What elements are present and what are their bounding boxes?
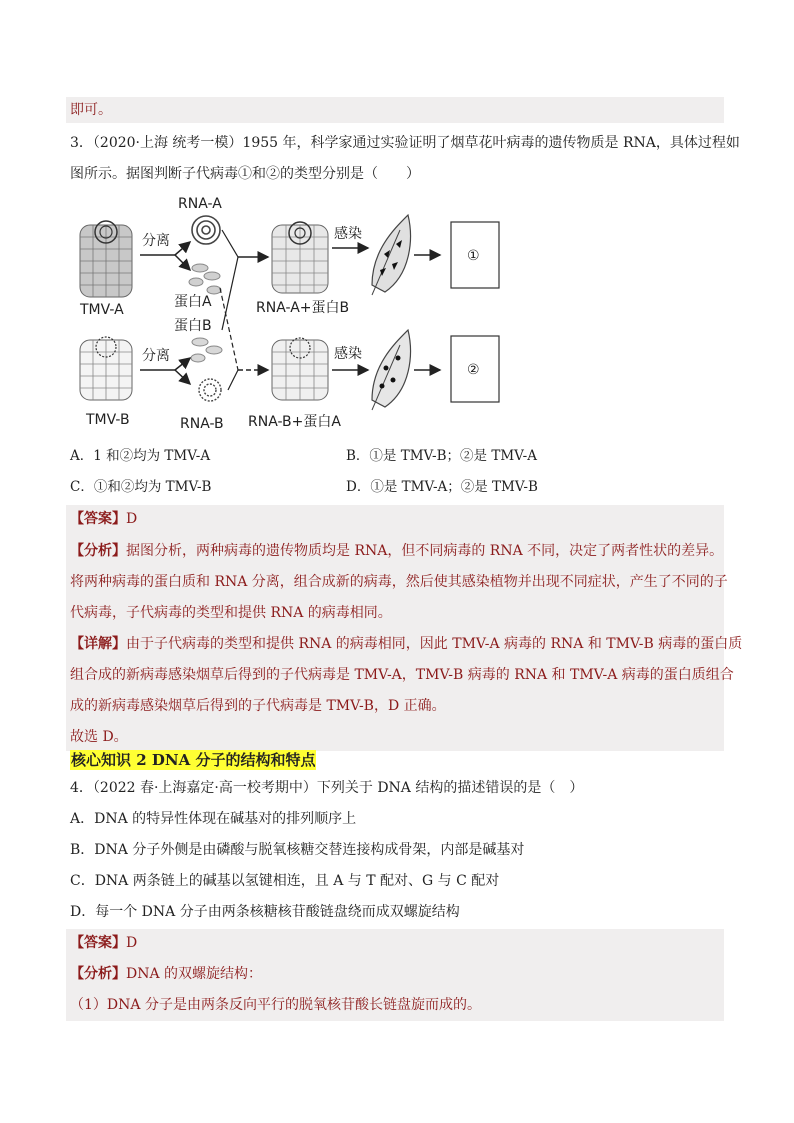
q3-detail-label: 【详解】 [70, 636, 126, 652]
label-separate-bottom: 分离 [142, 348, 170, 364]
q3-stem-line1: 3．（2020·上海 统考一模）1955 年，科学家通过实验证明了烟草花叶病毒的遗传物质是 RNA，具体过程如 [70, 135, 740, 151]
protein-b-blobs-icon [191, 338, 222, 362]
label-infect-top: 感染 [334, 226, 362, 242]
tmv-experiment-figure [0, 190, 794, 440]
q3-option-a: A．1 和②均为 TMV-A [70, 448, 211, 464]
label-rna-b: RNA-B [180, 416, 224, 432]
q3-option-b: B．①是 TMV-B；②是 TMV-A [346, 448, 537, 464]
tmv-a-virus-icon [80, 221, 132, 297]
q3-choose-line: 故选 D。 [70, 729, 128, 745]
q3-option-c: C．①和②均为 TMV-B [70, 479, 212, 495]
label-rna-a: RNA-A [178, 196, 222, 212]
combined-virus-a-icon [272, 222, 328, 293]
q4-option-c: C．DNA 两条链上的碱基以氢键相连，且 A 与 T 配对、G 与 C 配对 [70, 873, 500, 889]
q4-option-d: D．每一个 DNA 分子由两条核糖核苷酸链盘绕而成双螺旋结构 [70, 904, 460, 920]
top-continuation: 即可。 [70, 102, 112, 118]
q3-stem-line2: 图所示。据图判断子代病毒①和②的类型分别是（ ） [70, 166, 420, 182]
label-combo-top: RNA-A+蛋白B [256, 300, 350, 316]
q3-answer-label: 【答案】 [70, 511, 126, 527]
q4-analysis-label: 【分析】 [70, 966, 126, 982]
tobacco-leaf-top-icon [372, 215, 410, 295]
section-heading: 核心知识 2 DNA 分子的结构和特点 [71, 751, 316, 769]
label-box-2: ② [467, 362, 480, 378]
q3-detail-line2: 组合成的新病毒感染烟草后得到的子代病毒是 TMV-A，TMV-B 病毒的 RNA 和 TMV-A 病毒的蛋白质组合 [70, 667, 734, 683]
q4-option-a: A．DNA 的特异性体现在碱基对的排列顺序上 [70, 811, 357, 827]
label-separate-top: 分离 [142, 233, 170, 249]
q3-analysis-line3: 代病毒，子代病毒的类型和提供 RNA 的病毒相同。 [70, 605, 392, 621]
answer-shade-top [66, 97, 724, 123]
q4-option-b: B．DNA 分子外侧是由磷酸与脱氧核糖交替连接构成骨架，内部是碱基对 [70, 842, 525, 858]
q3-answer-line [70, 509, 137, 529]
label-box-1: ① [467, 248, 480, 264]
q4-answer-label: 【答案】 [70, 935, 126, 951]
q3-analysis-text1: 据图分析，两种病毒的遗传物质均是 RNA，但不同病毒的 RNA 不同，决定了两者性状的差异。 [126, 543, 724, 559]
q3-option-d: D．①是 TMV-A；②是 TMV-B [346, 479, 538, 495]
rna-a-coil-icon [192, 216, 220, 244]
q4-stem: 4．（2022 春·上海嘉定·高一校考期中）下列关于 DNA 结构的描述错误的是（ ） [70, 780, 584, 796]
label-tmv-b: TMV-B [86, 412, 130, 428]
tmv-b-virus-icon [80, 337, 132, 400]
q3-detail-line3: 成的新病毒感染烟草后得到的子代病毒是 TMV-B，D 正确。 [70, 698, 446, 714]
q3-answer-value: D [126, 511, 138, 527]
q3-analysis-line2: 将两种病毒的蛋白质和 RNA 分离，组合成新的病毒，然后使其感染植物并出现不同症状，产生了不同的子 [70, 574, 728, 590]
label-protein-b: 蛋白B [174, 318, 212, 334]
q4-analysis-line1 [70, 964, 262, 984]
q4-answer-line [70, 933, 137, 953]
q4-analysis-text1: DNA 的双螺旋结构： [126, 966, 263, 982]
q4-analysis-line2: （1）DNA 分子是由两条反向平行的脱氧核苷酸长链盘旋而成的。 [70, 997, 481, 1013]
q3-analysis-label: 【分析】 [70, 543, 126, 559]
q3-detail-line1 [70, 634, 742, 654]
label-protein-a: 蛋白A [174, 294, 212, 310]
q3-detail-text1: 由于子代病毒的类型和提供 RNA 的病毒相同，因此 TMV-A 病毒的 RNA 和 TMV-B 病毒的蛋白质 [126, 636, 743, 652]
protein-a-blobs-icon [189, 264, 221, 294]
label-infect-bottom: 感染 [334, 346, 362, 362]
rna-b-coil-icon [199, 379, 221, 401]
q4-answer-value: D [126, 935, 138, 951]
label-combo-bottom: RNA-B+蛋白A [248, 414, 341, 430]
combined-virus-b-icon [272, 338, 328, 400]
q3-analysis-line1 [70, 541, 723, 561]
label-tmv-a: TMV-A [80, 302, 124, 318]
tobacco-leaf-bottom-icon [372, 330, 410, 410]
